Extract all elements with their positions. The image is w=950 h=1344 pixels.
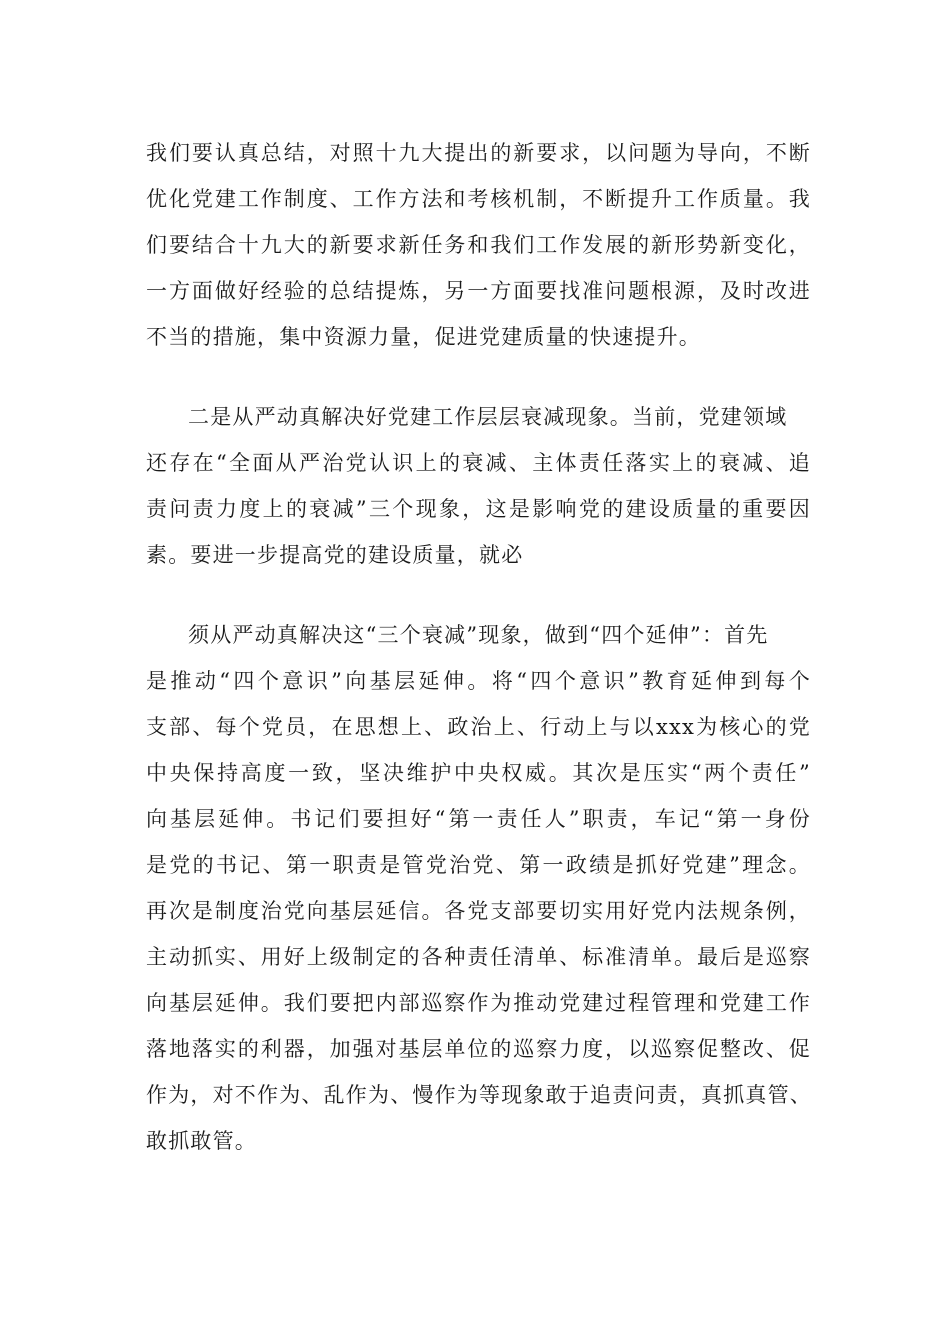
paragraph-line: 还存在“全面从严治党认识上的衰减、主体责任落实上的衰减、追 [146, 451, 811, 475]
paragraph-line: 二是从严动真解决好党建工作层层衰减现象。当前，党建领域 [188, 405, 788, 429]
paragraph-2 [146, 394, 811, 578]
paragraph-line: 敢抓敢管。 [146, 1129, 257, 1153]
paragraph-line: 须从严动真解决这“三个衰减”现象，做到“四个延伸”：首先 [188, 623, 769, 647]
paragraph-line: 中央保持高度一致，坚决维护中央权威。其次是压实“两个责任” [146, 761, 811, 785]
paragraph-line: 支部、每个党员，在思想上、政治上、行动上与以xxx为核心的党 [146, 715, 811, 739]
paragraph-line: 优化党建工作制度、工作方法和考核机制，不断提升工作质量。我 [146, 187, 811, 211]
paragraph-line: 作为，对不作为、乱作为、慢作为等现象敢于追责问责，真抓真管、 [146, 1083, 812, 1107]
paragraph-line: 向基层延伸。我们要把内部巡察作为推动党建过程管理和党建工作 [146, 991, 811, 1015]
paragraph-1 [146, 130, 811, 360]
paragraph-line: 们要结合十九大的新要求新任务和我们工作发展的新形势新变化， [146, 233, 811, 257]
paragraph-line: 我们要认真总结，对照十九大提出的新要求，以问题为导向，不断 [146, 141, 811, 165]
paragraph-line: 向基层延伸。书记们要担好“第一责任人”职责，车记“第一身份 [146, 807, 811, 831]
paragraph-line: 再次是制度治党向基层延信。各党支部要切实用好党内法规条例， [146, 899, 811, 923]
paragraph-line: 素。要进一步提高党的建设质量，就必 [146, 543, 524, 567]
paragraph-line: 落地落实的利器，加强对基层单位的巡察力度，以巡察促整改、促 [146, 1037, 811, 1061]
paragraph-line: 不当的措施，集中资源力量，促进党建质量的快速提升。 [146, 325, 701, 349]
paragraph-line: 是党的书记、第一职责是管党治党、第一政绩是抓好党建”理念。 [146, 853, 811, 877]
paragraph-line: 是推动“四个意识”向基层延伸。将“四个意识”教育延伸到每个 [146, 669, 811, 693]
paragraph-line: 责问责力度上的衰减”三个现象，这是影响党的建设质量的重要因 [146, 497, 811, 521]
paragraph-line: 主动抓实、用好上级制定的各种责任清单、标准清单。最后是巡察 [146, 945, 811, 969]
paragraph-3 [146, 612, 811, 1164]
paragraph-line: 一方面做好经验的总结提炼，另一方面要找准问题根源，及时改进 [146, 279, 811, 303]
